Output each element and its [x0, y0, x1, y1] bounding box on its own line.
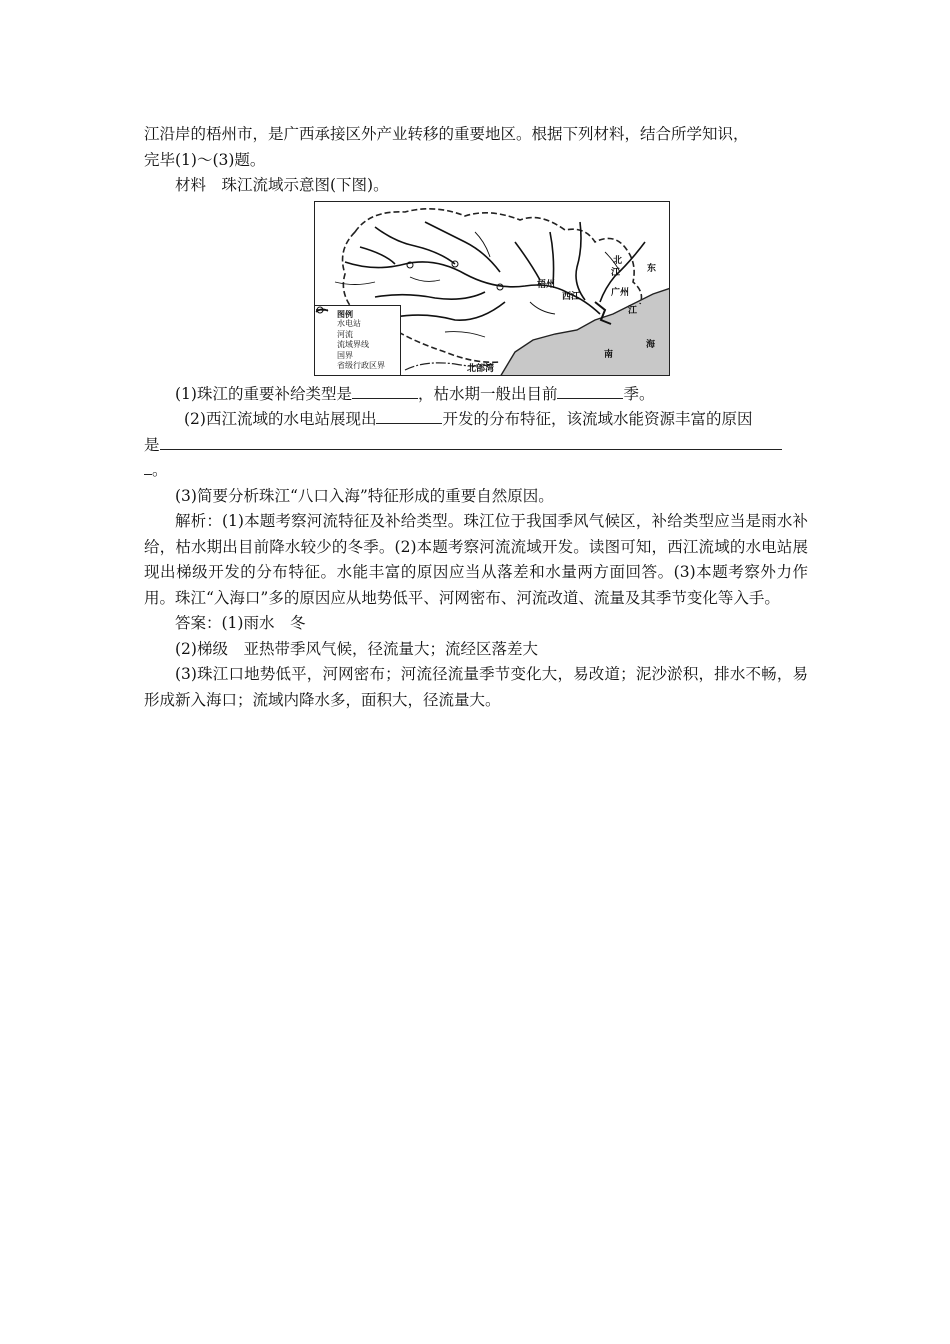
label-wuzhou: 梧州	[537, 279, 556, 290]
legend-row-basin	[319, 340, 400, 351]
question-3: (3)简要分析珠江“八口入海”特征形成的重要自然原因。	[175, 486, 554, 505]
river-tributary-1	[515, 242, 540, 280]
legend-label-provincial: 省级行政区界	[337, 361, 385, 370]
label-xijiang: 西江	[562, 291, 581, 302]
legend-label-hydro: 水电站	[337, 319, 361, 328]
q2-blank-2-end	[144, 458, 152, 475]
river-upper-branch	[425, 222, 500, 272]
q2-blank-1[interactable]	[376, 407, 442, 424]
legend-label-basin: 流域界线	[337, 340, 369, 349]
answer-1: 答案：(1)雨水 冬	[175, 614, 306, 632]
intro-line-1: 江沿岸的梧州市，是广西承接区外产业转移的重要地区。根据下列材料，结合所学知识，	[144, 125, 749, 143]
q2-end: 。	[152, 461, 168, 479]
analysis: 解析：(1)本题考察河流特征及补给类型。珠江位于我国季风气候区，补给类型应当是雨水补给，枯水期出目前降水较少的冬季。(2)本题考察河流流域开发。读图可知，西江流域的水电站展现出梯级开发的分布特征。水能丰富的原因应当从落差和水量两方面回答。(3)本题考察外力作用。珠江“入海口”多的原因应从地势低平、河网密布、河流改道、流量及其季节变化等入手。	[144, 512, 808, 607]
label-jiang-2: 江	[628, 305, 638, 316]
legend-title: 图例	[337, 308, 353, 319]
minor-river-5	[530, 302, 555, 314]
river-yujiang	[395, 302, 505, 320]
river-tributary-2	[550, 232, 554, 284]
q2-prefix: (2)西江流域的水电站展现出	[184, 410, 377, 428]
label-nan: 南	[604, 349, 614, 360]
answer-2: (2)梯级 亚热带季风气候，径流量大；流经区落差大	[175, 639, 538, 658]
legend-row-provincial	[319, 361, 400, 372]
q2-line2-prefix: 是	[144, 435, 160, 454]
pearl-river-basin-map	[314, 201, 670, 376]
legend-row-hydro	[319, 319, 400, 330]
minor-river-1	[335, 282, 375, 285]
q1-suffix: 季。	[623, 384, 655, 403]
label-bei: 北	[613, 255, 623, 266]
map-legend	[315, 305, 401, 376]
q1-prefix: (1)珠江的重要补给类型是	[175, 384, 352, 403]
hydro-stations	[407, 261, 503, 290]
river-tributary-3	[360, 247, 395, 264]
label-guangzhou: 广州	[611, 287, 630, 298]
label-dong: 东	[647, 263, 657, 274]
label-hai: 海	[646, 339, 656, 350]
river-beijiang	[576, 222, 585, 300]
document-page	[144, 122, 808, 713]
legend-label-national: 国界	[337, 350, 353, 360]
hydro-station-3	[497, 284, 503, 290]
q1-blank-1[interactable]	[352, 382, 418, 399]
q2-blank-2[interactable]	[160, 433, 782, 450]
legend-label-river: 河流	[337, 329, 353, 339]
minor-river-2	[410, 277, 440, 281]
question-2-line-1	[144, 407, 808, 433]
question-1	[144, 382, 808, 408]
q1-blank-2[interactable]	[557, 382, 623, 399]
question-2-line-2	[144, 433, 808, 459]
intro-line-2: 完毕(1)～(3)题。	[144, 150, 266, 169]
answer-3: (3)珠江口地势低平，河网密布；河流径流量季节变化大，易改道；泥沙淤积，排水不畅，易形成新入海口；流域内降水多，面积大，径流量大。	[144, 665, 808, 709]
question-2-line-3	[144, 458, 808, 484]
legend-row-national	[319, 351, 400, 362]
q1-mid: ，枯水期一般出目前	[417, 384, 558, 403]
q2-mid: 开发的分布特征，该流域水能资源丰富的原因	[442, 410, 753, 428]
river-south-branch	[375, 292, 485, 299]
material-label: 材料 珠江流域示意图(下图)。	[175, 176, 389, 194]
legend-row-river	[319, 330, 400, 341]
minor-river-4	[445, 331, 485, 336]
label-beibu-bay: 北部湾	[467, 363, 495, 374]
label-jiang-1: 江	[611, 267, 621, 278]
